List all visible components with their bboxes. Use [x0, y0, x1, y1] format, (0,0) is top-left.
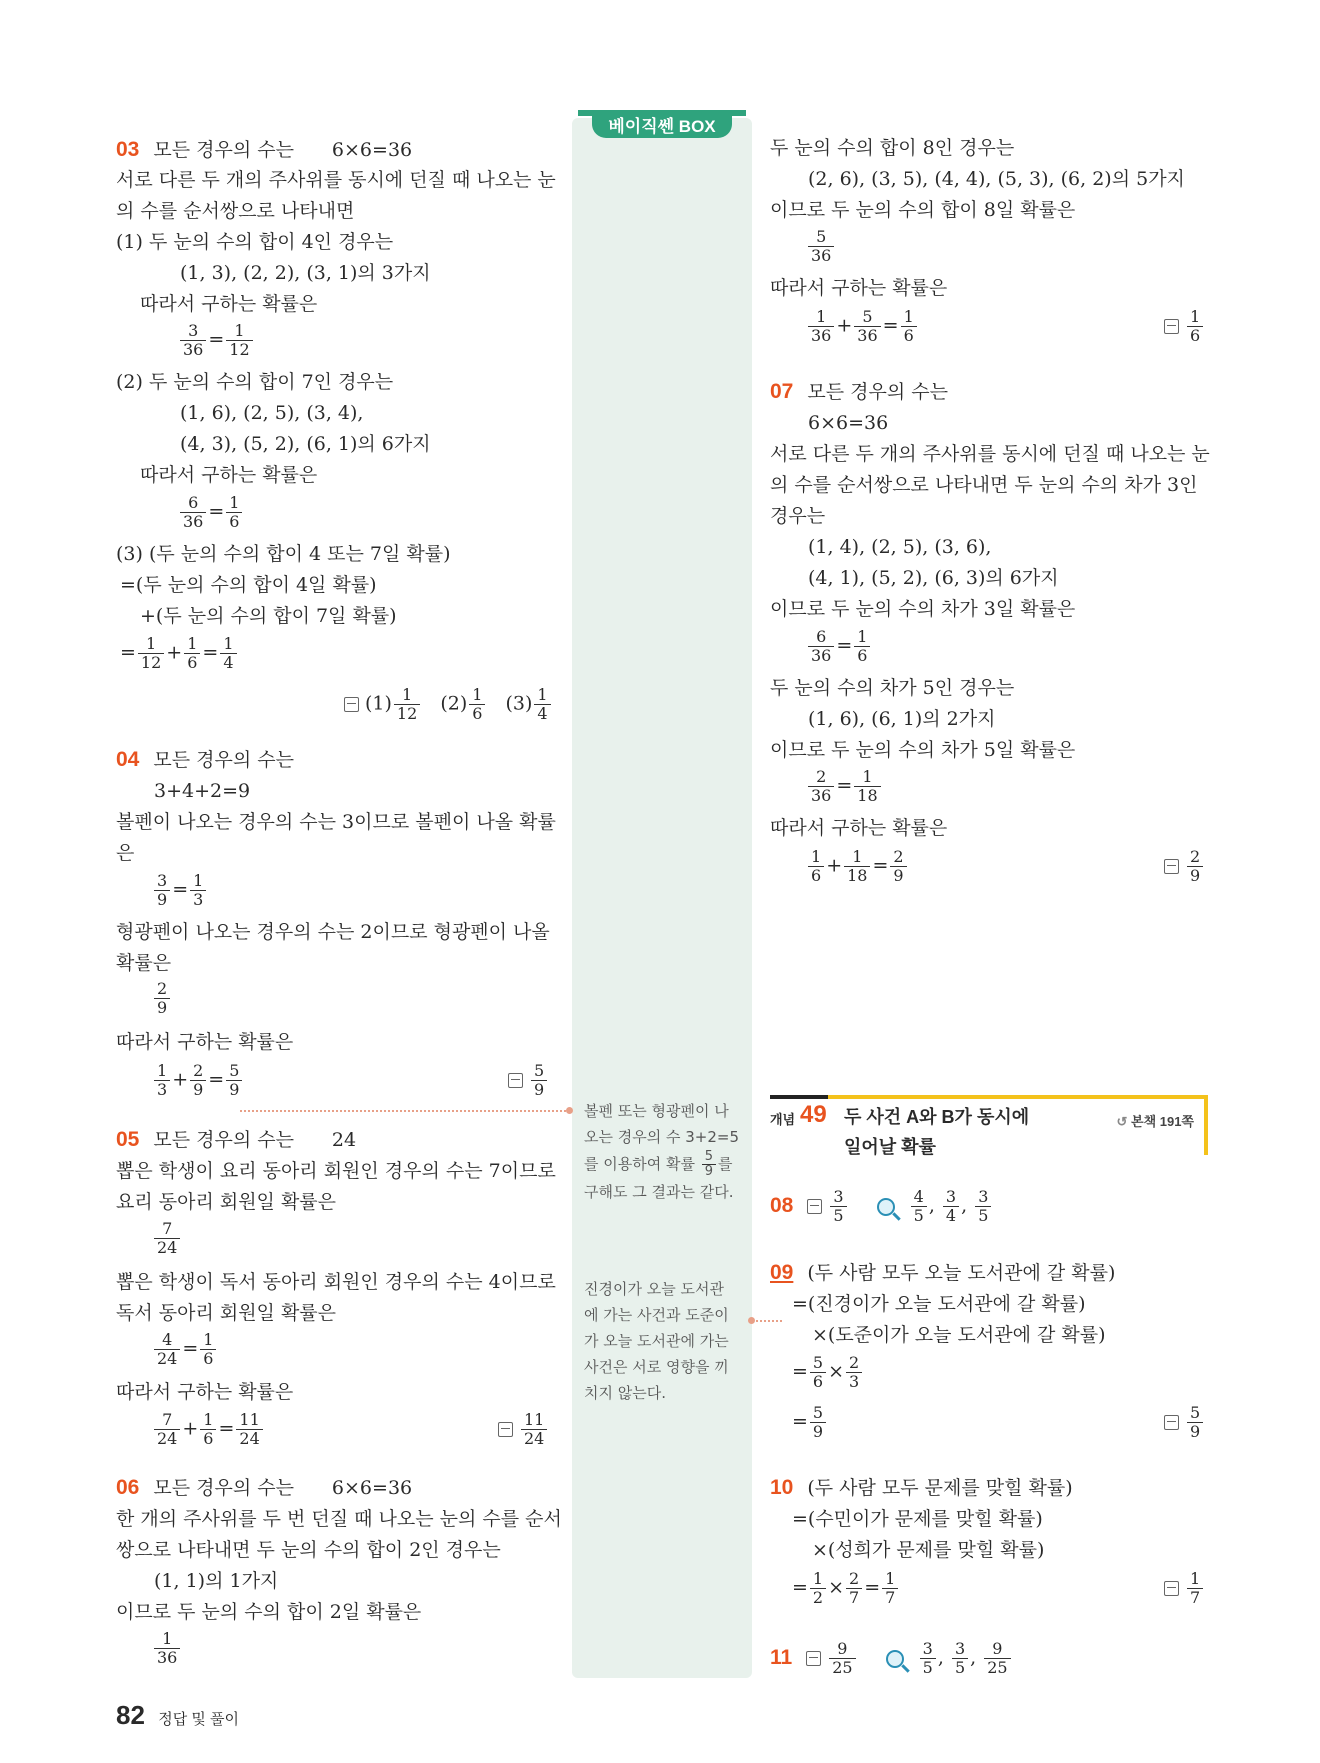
text-line: 따라서 구하는 확률은	[770, 277, 948, 299]
answer-icon	[807, 1199, 822, 1214]
answer-icon	[806, 1651, 821, 1666]
equation: $\frac{7}{24}$ + $\frac{1}{6}$ = $\frac{11}{24}$	[152, 1411, 265, 1448]
equation: $\frac{4}{24}$ = $\frac{1}{6}$	[152, 1331, 218, 1368]
text-line: 따라서 구하는 확률은	[116, 1381, 294, 1403]
problem-07-header: 07 모든 경우의 수는	[770, 380, 948, 403]
box-note-2: 진경이가 오늘 도서관 에 가는 사건과 도준이 가 오늘 도서관에 가는 사건은 서로 영향을 끼 치지 않는다.	[584, 1280, 729, 1402]
text-line: =(두 눈의 수의 합이 4일 확률)	[120, 574, 377, 596]
text-line: 경우는	[770, 505, 826, 527]
text-line: ×(도준이가 오늘 도서관에 갈 확률)	[812, 1324, 1106, 1346]
text-line: 뽑은 학생이 요리 동아리 회원인 경우의 수는 7이므로	[116, 1160, 556, 1182]
text-line: 서로 다른 두 개의 주사위를 동시에 던질 때 나오는 눈	[116, 169, 556, 191]
problem-04-header: 04 모든 경우의 수는	[116, 748, 294, 771]
text-line: 이므로 두 눈의 수의 합이 2일 확률은	[116, 1601, 422, 1623]
text-line: 두 눈의 수의 차가 5인 경우는	[770, 677, 1015, 699]
text-line: (2, 6), (3, 5), (4, 4), (5, 3), (6, 2)의 5가지	[808, 168, 1185, 190]
basic-box-column	[572, 118, 752, 1678]
text-line: 서로 다른 두 개의 주사위를 동시에 던질 때 나오는 눈	[770, 443, 1210, 465]
hint-magnifier-icon	[877, 1198, 895, 1216]
problem-03-header: 03 모든 경우의 수는 6×6=36	[116, 138, 413, 161]
ref-icon: ↺	[1116, 1114, 1128, 1129]
text-line: 요리 동아리 회원일 확률은	[116, 1191, 337, 1213]
answer-icon	[1164, 319, 1179, 334]
text-line: 이므로 두 눈의 수의 차가 5일 확률은	[770, 739, 1076, 761]
equation: = $\frac{1}{12}$ + $\frac{1}{6}$ = $\frac{1}{4}$	[120, 635, 239, 672]
answer-07: $\frac{2}{9}$	[1164, 848, 1205, 885]
text-line: (4, 3), (5, 2), (6, 1)의 6가지	[180, 433, 431, 455]
equation: $\frac{1}{36}$ + $\frac{5}{36}$ = $\frac{1}{6}$	[806, 308, 919, 345]
text-line: 따라서 구하는 확률은	[770, 817, 948, 839]
answer-icon	[508, 1073, 523, 1088]
text-line: (2) 두 눈의 수의 합이 7인 경우는	[116, 371, 394, 393]
dotted-connector	[752, 1320, 782, 1322]
equation: = $\frac{5}{9}$	[792, 1404, 828, 1441]
text-line: 독서 동아리 회원일 확률은	[116, 1302, 337, 1324]
connector-dot	[748, 1317, 755, 1324]
equation: $\frac{3}{9}$ = $\frac{1}{3}$	[152, 872, 208, 909]
text-line: 쌍으로 나타내면 두 눈의 수의 합이 2인 경우는	[116, 1539, 501, 1561]
equation: $\frac{1}{36}$	[152, 1630, 182, 1667]
answer-03: (1) $\frac{1}{12}$ (2) $\frac{1}{6}$ (3) $\frac{1}{4}$	[344, 686, 553, 723]
answer-04: $\frac{5}{9}$	[508, 1062, 549, 1099]
problem-06-header: 06 모든 경우의 수는 6×6=36	[116, 1476, 413, 1499]
text-line: 따라서 구하는 확률은	[116, 1031, 294, 1053]
equation: = $\frac{5}{6}$ × $\frac{2}{3}$	[792, 1354, 864, 1391]
answer-06: $\frac{1}{6}$	[1164, 308, 1205, 345]
text-line: (4, 1), (5, 2), (6, 3)의 6가지	[808, 567, 1059, 589]
problem-09-header: 09 (두 사람 모두 오늘 도서관에 갈 확률)	[770, 1261, 1116, 1284]
equation: $\frac{5}{36}$	[806, 228, 836, 265]
text-line: =(수민이가 문제를 맞힐 확률)	[792, 1508, 1043, 1530]
equation: $\frac{3}{36}$ = $\frac{1}{12}$	[178, 322, 255, 359]
concept-header: 개념 49 두 사건 A와 B가 동시에 일어날 확률 ↺ 본책 191쪽	[770, 1095, 1208, 1157]
text-line: 형광펜이 나오는 경우의 수는 2이므로 형광펜이 나올	[116, 921, 550, 943]
text-line: 확률은	[116, 952, 172, 974]
dotted-connector	[240, 1110, 570, 1112]
text-line: 볼펜이 나오는 경우의 수는 3이므로 볼펜이 나올 확률	[116, 811, 556, 833]
text-line: (1, 6), (6, 1)의 2가지	[808, 708, 996, 730]
text-line: (3) (두 눈의 수의 합이 4 또는 7일 확률)	[116, 543, 451, 565]
concept-ref: ↺ 본책 191쪽	[1116, 1114, 1194, 1129]
answer-icon	[498, 1422, 513, 1437]
footer: 82 정답 및 풀이	[116, 1700, 239, 1730]
text-line: =(진경이가 오늘 도서관에 갈 확률)	[792, 1293, 1086, 1315]
equation: $\frac{1}{6}$ + $\frac{1}{18}$ = $\frac{2}{9}$	[806, 848, 909, 885]
text-line: (1) 두 눈의 수의 합이 4인 경우는	[116, 231, 394, 253]
answer-05: $\frac{11}{24}$	[498, 1411, 549, 1448]
box-note-1: 볼펜 또는 형광펜이 나 오는 경우의 수 3+2=5 를 이용하여 확률 $\frac{5}{9}$ 를 구해도 그 결과는 같다.	[584, 1102, 740, 1201]
equation: $\frac{6}{36}$ = $\frac{1}{6}$	[806, 628, 872, 665]
text-line: 3+4+2=9	[154, 780, 251, 802]
text-line: 의 수를 순서쌍으로 나타내면	[116, 200, 355, 222]
problem-11: 11 $\frac{9}{25}$ $\frac{3}{5}$ , $\frac{3}{5}$ , $\frac{9}{25}$	[770, 1640, 1013, 1677]
problem-08: 08 $\frac{3}{5}$ $\frac{4}{5}$ , $\frac{3}{4}$ , $\frac{3}{5}$	[770, 1188, 993, 1225]
equation: $\frac{7}{24}$	[152, 1220, 182, 1257]
equation: $\frac{2}{36}$ = $\frac{1}{18}$	[806, 768, 883, 805]
text-line: 한 개의 주사위를 두 번 던질 때 나오는 눈의 수를 순서	[116, 1508, 562, 1530]
text-line: 두 눈의 수의 합이 8인 경우는	[770, 137, 1015, 159]
text-line: 6×6=36	[808, 412, 889, 434]
problem-10-header: 10 (두 사람 모두 문제를 맞힐 확률)	[770, 1476, 1073, 1499]
text-line: 이므로 두 눈의 수의 차가 3일 확률은	[770, 598, 1076, 620]
text-line: ×(성희가 문제를 맞힐 확률)	[812, 1539, 1045, 1561]
answer-icon	[344, 697, 359, 712]
equation: $\frac{2}{9}$	[152, 980, 172, 1017]
concept-title: 두 사건 A와 B가 동시에 일어날 확률	[844, 1107, 1030, 1157]
text-line: 은	[116, 842, 135, 864]
text-line: (1, 1)의 1가지	[154, 1570, 279, 1592]
answer-10: $\frac{1}{7}$	[1164, 1570, 1205, 1607]
text-line: (1, 3), (2, 2), (3, 1)의 3가지	[180, 262, 431, 284]
equation: $\frac{1}{3}$ + $\frac{2}{9}$ = $\frac{5}{9}$	[152, 1062, 244, 1099]
text-line: 뽑은 학생이 독서 동아리 회원인 경우의 수는 4이므로	[116, 1271, 556, 1293]
answer-09: $\frac{5}{9}$	[1164, 1404, 1205, 1441]
problem-05-header: 05 모든 경우의 수는 24	[116, 1128, 357, 1151]
answer-icon	[1164, 859, 1179, 874]
text-line: 의 수를 순서쌍으로 나타내면 두 눈의 수의 차가 3인	[770, 474, 1198, 496]
basic-box-label: 베이직쎈 BOX	[572, 108, 752, 140]
text-line: 따라서 구하는 확률은	[140, 293, 318, 315]
answer-icon	[1164, 1581, 1179, 1596]
text-line: 따라서 구하는 확률은	[140, 464, 318, 486]
equation: $\frac{6}{36}$ = $\frac{1}{6}$	[178, 494, 244, 531]
text-line: (1, 4), (2, 5), (3, 6),	[808, 536, 992, 558]
hint-magnifier-icon	[886, 1650, 904, 1668]
text-line: +(두 눈의 수의 합이 7일 확률)	[140, 605, 397, 627]
text-line: 이므로 두 눈의 수의 합이 8일 확률은	[770, 199, 1076, 221]
text-line: (1, 6), (2, 5), (3, 4),	[180, 402, 364, 424]
equation: = $\frac{1}{2}$ × $\frac{2}{7}$ = $\frac{1}{7}$	[792, 1570, 900, 1607]
connector-dot	[566, 1107, 573, 1114]
answer-icon	[1164, 1415, 1179, 1430]
